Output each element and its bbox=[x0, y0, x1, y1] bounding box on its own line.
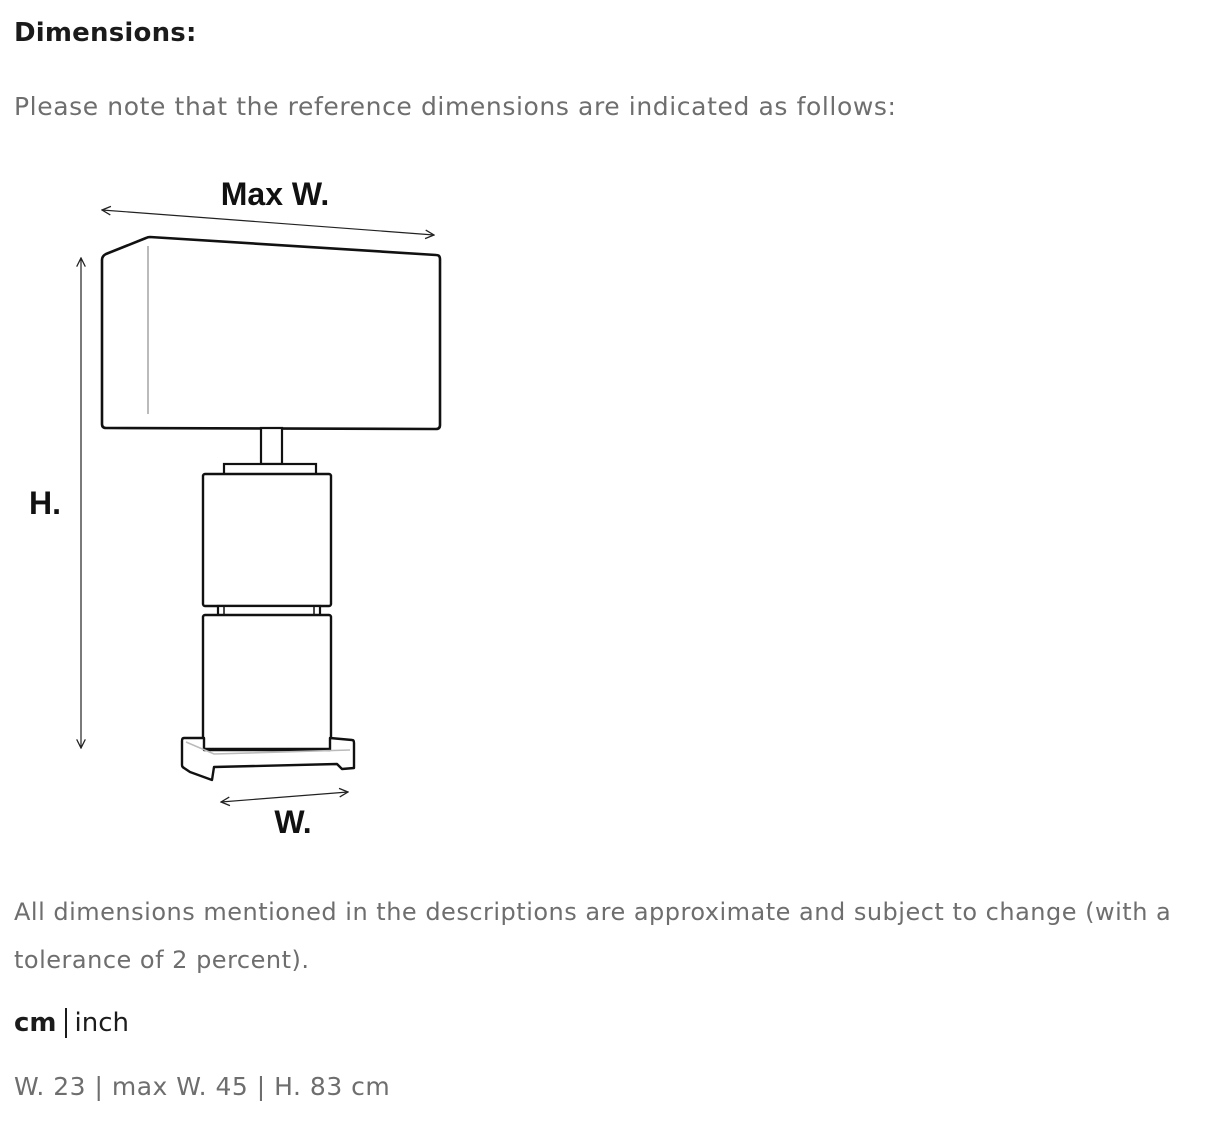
unit-cm-option[interactable]: cm bbox=[14, 1008, 57, 1038]
dimensions-values: W. 23 | max W. 45 | H. 83 cm bbox=[14, 1072, 391, 1101]
dimensions-heading: Dimensions: bbox=[14, 18, 197, 48]
width-arrow bbox=[221, 792, 348, 802]
lamp-neck bbox=[261, 428, 282, 464]
width-label: W. bbox=[274, 804, 312, 840]
unit-toggle bbox=[14, 1008, 129, 1038]
unit-separator bbox=[65, 1008, 67, 1038]
unit-inch-option[interactable]: inch bbox=[74, 1008, 129, 1038]
max-width-arrow bbox=[102, 210, 434, 235]
reference-note: Please note that the reference dimensions are indicated as follows: bbox=[14, 92, 897, 121]
lamp-shade bbox=[102, 237, 440, 429]
lamp-dimension-diagram bbox=[0, 160, 480, 860]
height-label: H. bbox=[29, 485, 61, 521]
max-width-label: Max W. bbox=[220, 176, 330, 212]
lamp-upper-block bbox=[203, 474, 331, 606]
lamp-lower-block bbox=[203, 615, 331, 749]
disclaimer-text: All dimensions mentioned in the descriptions are approximate and subject to change (with a tolerance of 2 percent). bbox=[14, 898, 1172, 974]
